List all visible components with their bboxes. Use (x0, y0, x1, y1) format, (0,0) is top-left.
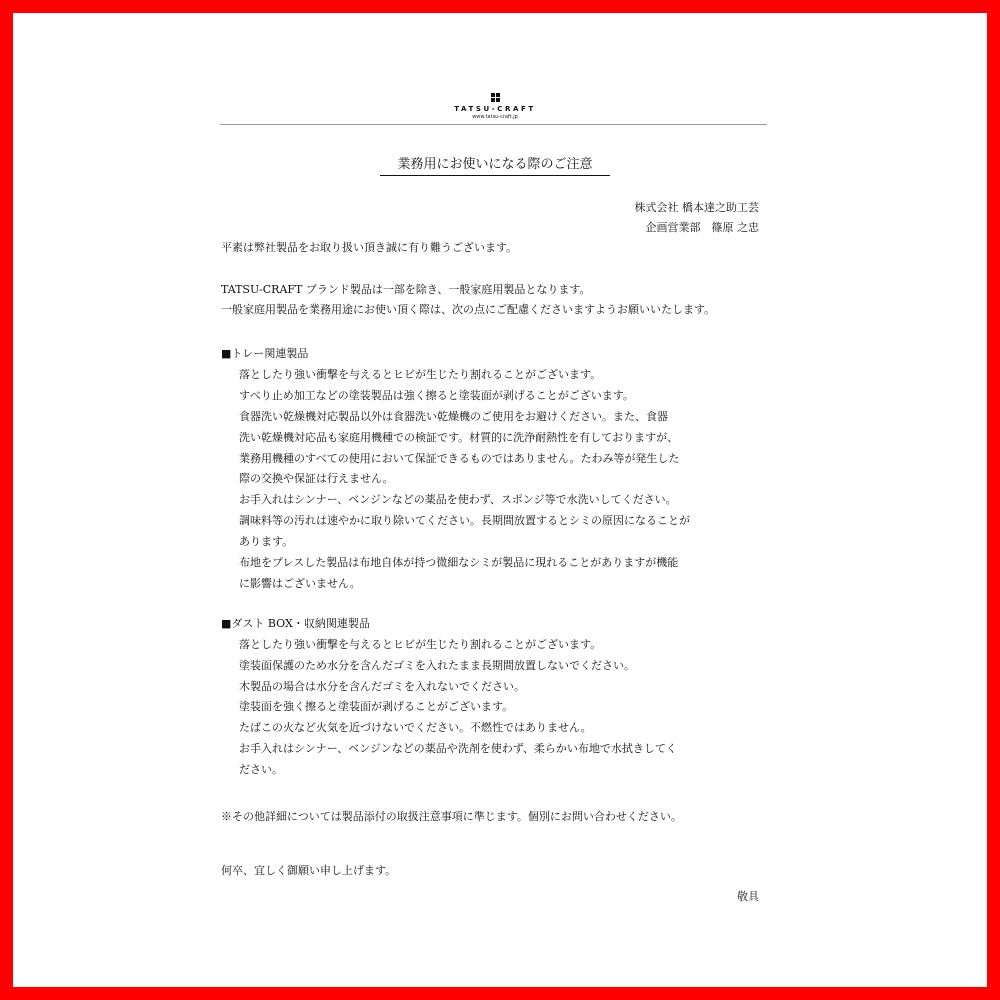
section-line: お手入れはシンナー、ベンジンなどの薬品や洗剤を使わず、柔らかい布地で水拭きしてく (239, 742, 677, 755)
signoff: 敬具 (737, 890, 759, 903)
greeting: 平素は弊社製品をお取り扱い頂き誠に有り難うございます。 (221, 241, 518, 254)
company-name: 株式会社 橋本達之助工芸 (634, 201, 759, 214)
section-line: に影響はございません。 (239, 577, 361, 590)
note: ※その他詳細については製品添付の取扱注意事項に準じます。個別にお問い合わせください。 (221, 810, 682, 823)
section-line: 落としたり強い衝撃を与えるとヒビが生じたり割れることがございます。 (239, 638, 602, 651)
logo-mark-icon (491, 93, 500, 102)
header-divider (220, 124, 767, 125)
section-line: 際の交換や保証は行えません。 (239, 472, 394, 485)
section-line: 塗装面を強く擦ると塗装面が剥げることがございます。 (239, 700, 514, 713)
section-heading-dustbox: ■ダスト BOX・収納関連製品 (221, 617, 370, 630)
logo-url: www.tatsu-craft.jp (472, 114, 518, 120)
section-line: あります。 (239, 535, 294, 548)
section-line: 業務用機種のすべての使用において保証できるものではありません。たわみ等が発生した (239, 452, 680, 465)
section-line: 洗い乾燥機対応品も家庭用機種での検証です。材質的に洗浄耐熱性を有しておりますが、 (239, 431, 679, 444)
section-line: 落としたり強い衝撃を与えるとヒビが生じたり割れることがございます。 (239, 368, 602, 381)
closing: 何卒、宜しく御願い申し上げます。 (221, 864, 397, 877)
section-line: 食器洗い乾燥機対応製品以外は食器洗い乾燥機のご使用をお避けください。また、食器 (239, 410, 668, 423)
section-line: 木製品の場合は水分を含んだゴミを入れないでください。 (239, 680, 525, 693)
section-line: 塗装面保護のため水分を含んだゴミを入れたまま長期間放置しないでください。 (239, 659, 635, 672)
document-title: 業務用にお使いになる際のご注意 (380, 156, 610, 176)
intro-line: 一般家庭用製品を業務用途にお使い頂く際は、次の点にご配慮くださいますようお願いいたします。 (221, 303, 716, 316)
section-line: すべり止め加工などの塗装製品は強く擦ると塗装面が剥げることがございます。 (239, 389, 634, 402)
section-line: ださい。 (239, 763, 283, 776)
section-line: 調味料等の汚れは速やかに取り除いてください。長期間放置するとシミの原因になることが (239, 514, 690, 527)
section-line: お手入れはシンナー、ベンジンなどの薬品を使わず、スポンジ等で水洗いしてください。 (239, 493, 677, 506)
section-line: 布地をプレスした製品は布地自体が持つ微細なシミが製品に現れることがありますが機能 (239, 556, 679, 569)
intro-line: TATSU-CRAFT ブランド製品は一部を除き、一般家庭用製品となります。 (221, 283, 591, 296)
logo-name: TATSU-CRAFT (454, 105, 536, 113)
department-name: 企画営業部 篠原 之忠 (645, 221, 759, 234)
logo (440, 93, 550, 121)
section-heading-tray: ■トレー関連製品 (221, 347, 309, 360)
section-line: たばこの火など火気を近づけないでください。不燃性ではありません。 (239, 721, 592, 734)
